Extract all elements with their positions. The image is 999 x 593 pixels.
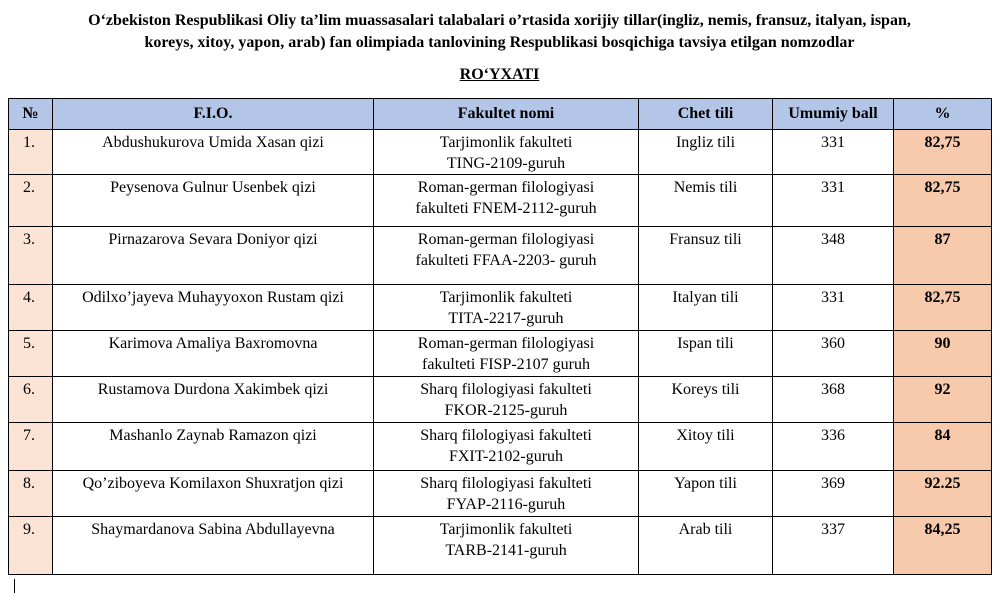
cell-percent: 82,75 [894, 130, 992, 175]
faculty-line-1: Roman-german filologiyasi [417, 231, 595, 248]
cell-faculty [374, 130, 639, 175]
cell-faculty [374, 517, 639, 575]
cell-total-score: 348 [773, 227, 894, 285]
faculty-line-2: fakulteti FNEM-2112-guruh [415, 200, 597, 217]
faculty-line-1: Roman-german filologiyasi [417, 179, 595, 196]
table-row [9, 517, 992, 575]
cell-language: Xitoy tili [639, 423, 773, 471]
cell-number: 8. [9, 471, 53, 517]
cell-total-score: 368 [773, 377, 894, 423]
cell-percent: 90 [894, 331, 992, 377]
header-number: № [9, 99, 53, 130]
cell-language: Nemis tili [639, 175, 773, 227]
cell-total-score: 360 [773, 331, 894, 377]
cell-total-score: 331 [773, 175, 894, 227]
faculty-line-1: Sharq filologiyasi fakulteti [420, 475, 592, 492]
cell-faculty [374, 377, 639, 423]
heading-line-2: koreys, xitoy, yapon, arab) fan olimpiada tanlovining Respublikasi bosqichiga tavsiya etilgan nomzodlar [144, 34, 855, 51]
cell-language: Arab tili [639, 517, 773, 575]
faculty-line-1: Roman-german filologiyasi [417, 335, 595, 352]
cell-faculty [374, 285, 639, 331]
cell-number: 7. [9, 423, 53, 471]
heading-line-1: O‘zbekiston Respublikasi Oliy ta’lim muassasalari talabalari o’rtasida xorijiy tillar(ingliz, nemis, fransuz, italyan, ispan, [88, 12, 911, 29]
document-heading [0, 10, 999, 54]
faculty-line-2: fakulteti FFAA-2203- guruh [415, 252, 597, 269]
cell-total-score: 337 [773, 517, 894, 575]
cell-total-score: 331 [773, 285, 894, 331]
cell-faculty [374, 175, 639, 227]
cell-language: Ispan tili [639, 331, 773, 377]
cell-faculty [374, 227, 639, 285]
faculty-line-1: Sharq filologiyasi fakulteti [420, 427, 592, 444]
cell-number: 5. [9, 331, 53, 377]
cell-faculty [374, 471, 639, 517]
header-fio: F.I.O. [53, 99, 374, 130]
faculty-line-2: TING-2109-guruh [446, 155, 566, 172]
table-row [9, 130, 992, 175]
cell-percent: 92.25 [894, 471, 992, 517]
cell-fio: Odilxo’jayeva Muhayyoxon Rustam qizi [53, 285, 374, 331]
cell-fio: Qo’ziboyeva Komilaxon Shuxratjon qizi [53, 471, 374, 517]
cell-percent: 87 [894, 227, 992, 285]
cell-total-score: 336 [773, 423, 894, 471]
cell-fio: Peysenova Gulnur Usenbek qizi [53, 175, 374, 227]
faculty-line-2: TARB-2141-guruh [445, 542, 567, 559]
cell-percent: 84 [894, 423, 992, 471]
faculty-line-2: FYAP-2116-guruh [446, 496, 566, 513]
header-total-score: Umumiy ball [773, 99, 894, 130]
cell-number: 1. [9, 130, 53, 175]
cell-fio: Abdushukurova Umida Xasan qizi [53, 130, 374, 175]
cell-language: Italyan tili [639, 285, 773, 331]
header-percent: % [894, 99, 992, 130]
cell-number: 9. [9, 517, 53, 575]
cell-language: Koreys tili [639, 377, 773, 423]
cell-total-score: 331 [773, 130, 894, 175]
cell-number: 3. [9, 227, 53, 285]
faculty-line-2: fakulteti FISP-2107 guruh [422, 356, 590, 373]
faculty-line-1: Tarjimonlik fakulteti [439, 134, 573, 151]
faculty-line-2: FXIT-2102-guruh [448, 448, 564, 465]
cell-percent: 84,25 [894, 517, 992, 575]
cell-fio: Rustamova Durdona Xakimbek qizi [53, 377, 374, 423]
faculty-line-2: FKOR-2125-guruh [444, 402, 568, 419]
cell-percent: 82,75 [894, 175, 992, 227]
document-subtitle [0, 66, 999, 84]
cell-faculty [374, 423, 639, 471]
table-header-row [9, 99, 992, 130]
header-faculty: Fakultet nomi [374, 99, 639, 130]
faculty-line-1: Sharq filologiyasi fakulteti [420, 381, 592, 398]
cell-fio: Shaymardanova Sabina Abdullayevna [53, 517, 374, 575]
subtitle-text: RO‘YXATI [459, 66, 540, 83]
table-row [9, 377, 992, 423]
faculty-line-1: Tarjimonlik fakulteti [439, 289, 573, 306]
cell-total-score: 369 [773, 471, 894, 517]
cell-language: Yapon tili [639, 471, 773, 517]
faculty-line-2: TITA-2217-guruh [448, 310, 564, 327]
table-row [9, 285, 992, 331]
candidates-table [8, 98, 992, 575]
cell-number: 4. [9, 285, 53, 331]
table-row [9, 423, 992, 471]
cell-percent: 92 [894, 377, 992, 423]
faculty-line-1: Tarjimonlik fakulteti [439, 521, 573, 538]
cell-language: Ingliz tili [639, 130, 773, 175]
cell-fio: Karimova Amaliya Baxromovna [53, 331, 374, 377]
header-language: Chet tili [639, 99, 773, 130]
table-row [9, 175, 992, 227]
cell-faculty [374, 331, 639, 377]
table-row [9, 227, 992, 285]
cell-number: 6. [9, 377, 53, 423]
table-row [9, 331, 992, 377]
cell-number: 2. [9, 175, 53, 227]
table-row [9, 471, 992, 517]
cell-language: Fransuz tili [639, 227, 773, 285]
cell-fio: Pirnazarova Sevara Doniyor qizi [53, 227, 374, 285]
cell-percent: 82,75 [894, 285, 992, 331]
text-cursor [14, 579, 15, 593]
cell-fio: Mashanlo Zaynab Ramazon qizi [53, 423, 374, 471]
